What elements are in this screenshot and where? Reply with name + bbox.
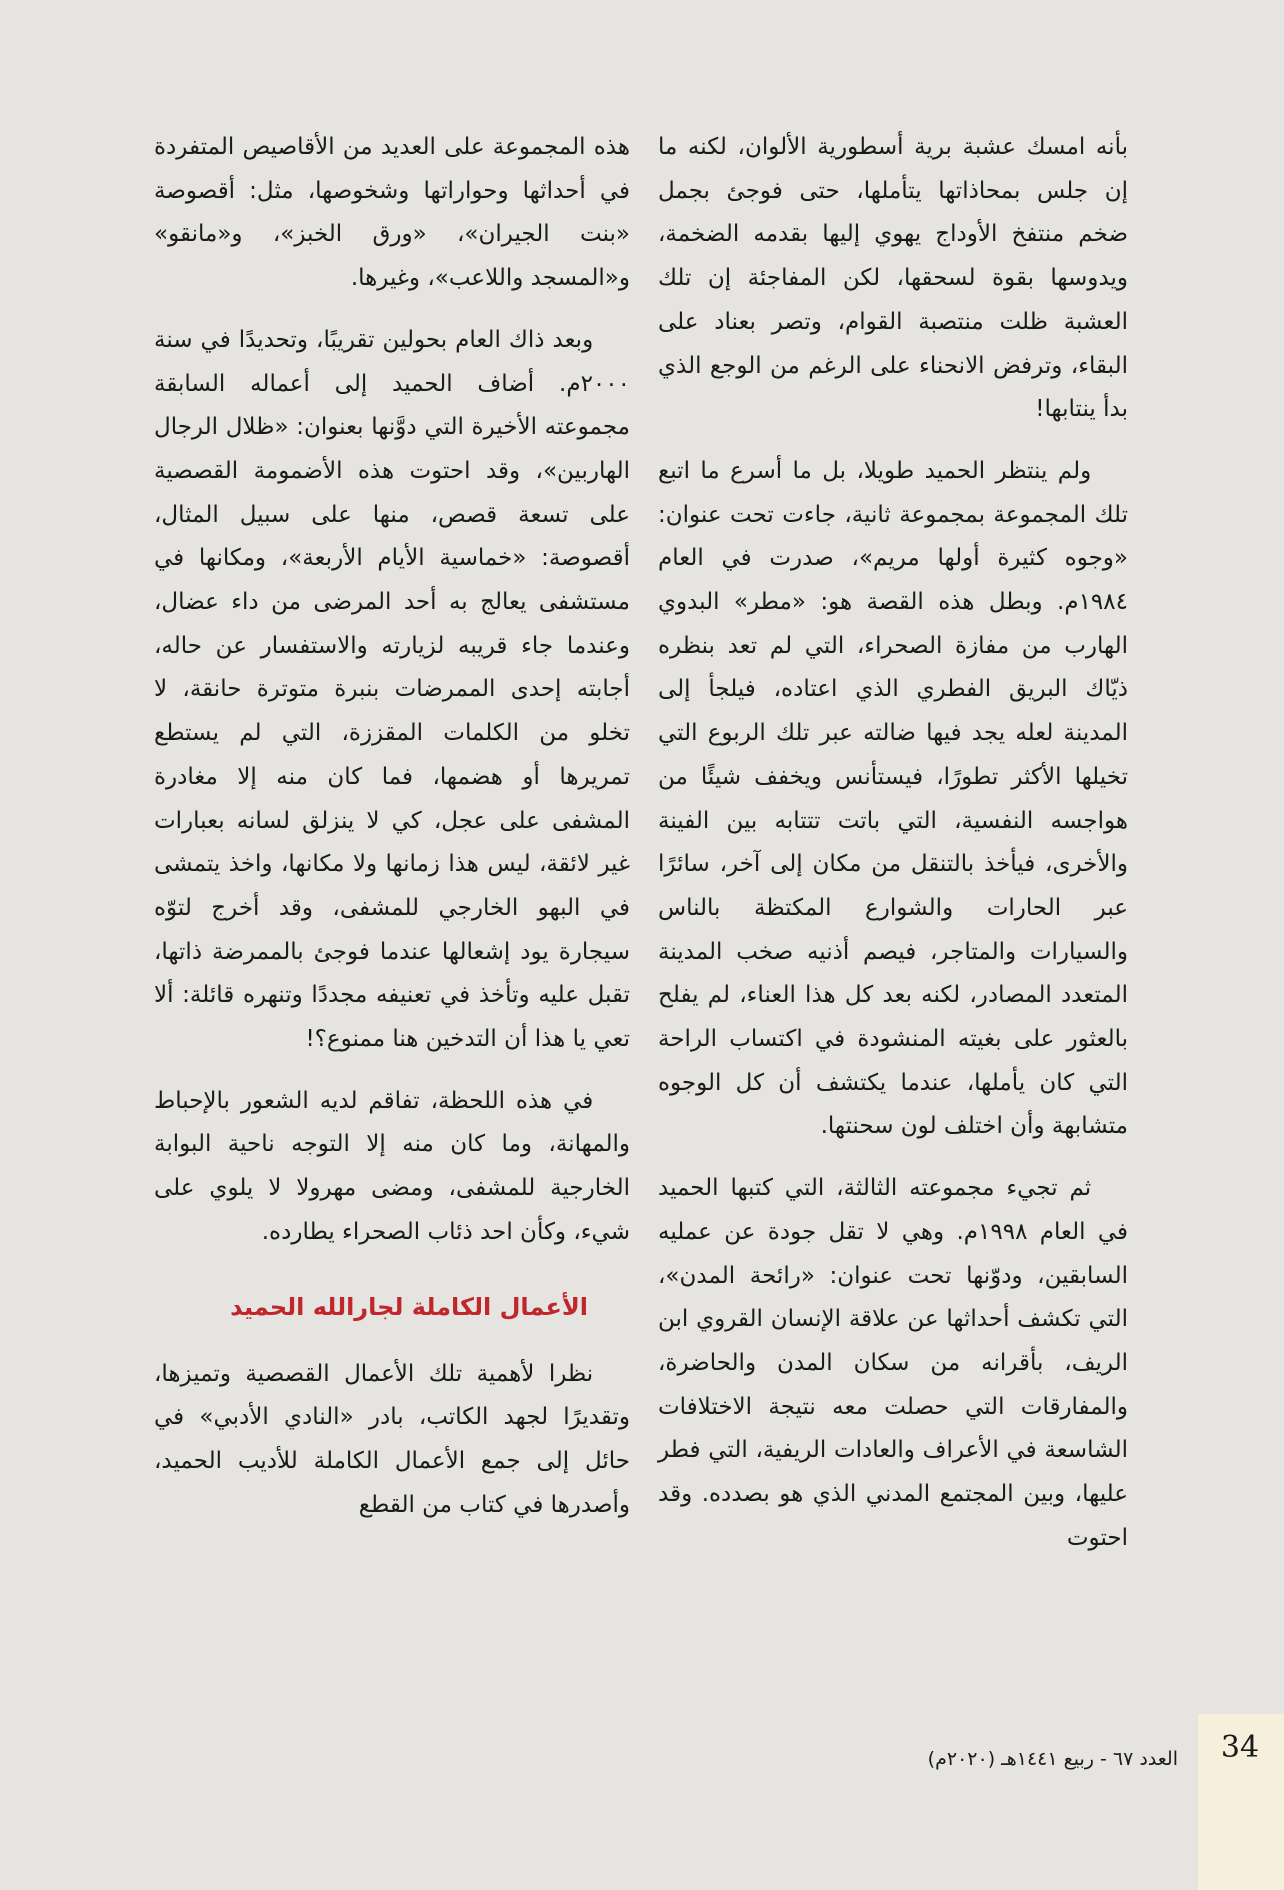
paragraph: هذه المجموعة على العديد من الأقاصيص المتفردة في أحداثها وحواراتها وشخوصها، مثل: أقصوصة «بنت الجيران»، «ورق الخبز»، و«مانقو» و«المسجد واللاعب»، وغيرها. — [154, 134, 630, 292]
issue-info: العدد ٦٧ - ربيع ١٤٤١هـ (٢٠٢٠م) — [927, 1748, 1178, 1770]
paragraph: وبعد ذاك العام بحولين تقريبًا، وتحديدًا في سنة ٢٠٠٠م. أضاف الحميد إلى أعماله السابقة مجموعته الأخيرة التي دوَّنها بعنوان: «ظلال الرجال الهاربين»، وقد احتوت هذه الأضمومة القصصية على تسعة قصص، منها على سبيل المثال، أقصوصة: «خماسية الأيام الأربعة»، ومكانها في مستشفى يعالج به أحد المرضى من داء عضال، وعندما جاء قريبه لزيارته والاستفسار عن حاله، أجابته إحدى الممرضات بنبرة متوترة حانقة، لا تخلو من الكلمات المقززة، التي لم يستطع تمريرها أو هضمها، فما كان منه إلا مغادرة المشفى على عجل، كي لا ينزلق لسانه بعبارات غير لائقة، ليس هذا زمانها ولا مكانها، واخذ يتمشى في البهو الخارجي للمشفى، وقد أخرج لتوّه سيجارة يود إشعالها عندما فوجئ بالممرضة ذاتها، تقبل عليه وتأخذ في تعنيفه مجددًا وتنهره قائلة: ألا تعي يا هذا أن التدخين هنا ممنوع؟! — [154, 326, 630, 1053]
paragraph: ولم ينتظر الحميد طويلا، بل ما أسرع ما اتبع تلك المجموعة بمجموعة ثانية، جاءت تحت عنوان: «وجوه كثيرة أولها مريم»، صدرت في العام ١٩٨٤م. وبطل هذه القصة هو: «مطر» البدوي الهارب من مفازة الصحراء، التي لم تعد بنظره ذيّاك البريق الفطري الذي اعتاده، فيلجأ إلى المدينة لعله يجد فيها ضالته عبر تلك الربوع التي تخيلها الأكثر تطورًا، فيستأنس ويخفف شيئًا من هواجسه النفسية، التي باتت تتتابه بين الفينة والأخرى، فيأخذ بالتنقل من مكان إلى آخر، سائرًا عبر الحارات والشوارع المكتظة بالناس والسيارات والمتاجر، فيصم أذنيه صخب المدينة المتعدد المصادر، لكنه بعد كل هذا العناء، لم يفلح بالعثور على بغيته المنشودة في اكتساب الراحة التي كان يأملها، عندما يكتشف أن كل الوجوه متشابهة وأن اختلف لون سحنتها. — [658, 457, 1128, 1140]
article-column-left — [154, 126, 630, 1545]
article-column-right — [658, 126, 1128, 1579]
paragraph: ثم تجيء مجموعته الثالثة، التي كتبها الحميد في العام ١٩٩٨م. وهي لا تقل جودة عن عمليه السابقين، ودوّنها تحت عنوان: «رائحة المدن»، التي تكشف أحداثها عن علاقة الإنسان القروي ابن الريف، بأقرانه من سكان المدن والحاضرة، والمفارقات التي حصلت معه نتيجة الاختلافات الشاسعة في الأعراف والعادات الريفية، التي فطر عليها، وبين المجتمع المدني الذي هو بصدده. وقد احتوت — [658, 1175, 1128, 1551]
page-number: 34 — [1220, 1730, 1260, 1765]
section-heading: الأعمال الكاملة لجارالله الحميد — [230, 1292, 588, 1321]
paragraph: بأنه امسك عشبة برية أسطورية الألوان، لكنه ما إن جلس بمحاذاتها يتأملها، حتى فوجئ بجمل ضخم منتفخ الأوداج يهوي إليها بقدمه الضخمة، ويدوسها بقوة لسحقها، لكن المفاجئة إن تلك العشبة ظلت منتصبة القوام، وتصر بعناد على البقاء، وترفض الانحناء على الرغم من الوجع الذي بدأ ينتابها! — [658, 134, 1128, 423]
paragraph: في هذه اللحظة، تفاقم لديه الشعور بالإحباط والمهانة، وما كان منه إلا التوجه ناحية البوابة الخارجية للمشفى، ومضى مهرولا لا يلوي على شيء، وكأن احد ذئاب الصحراء يطارده. — [154, 1087, 630, 1245]
paragraph: نظرا لأهمية تلك الأعمال القصصية وتميزها، وتقديرًا لجهد الكاتب، بادر «النادي الأدبي» في حائل إلى جمع الأعمال الكاملة للأديب الحميد، وأصدرها في كتاب من القطع — [154, 1360, 630, 1518]
